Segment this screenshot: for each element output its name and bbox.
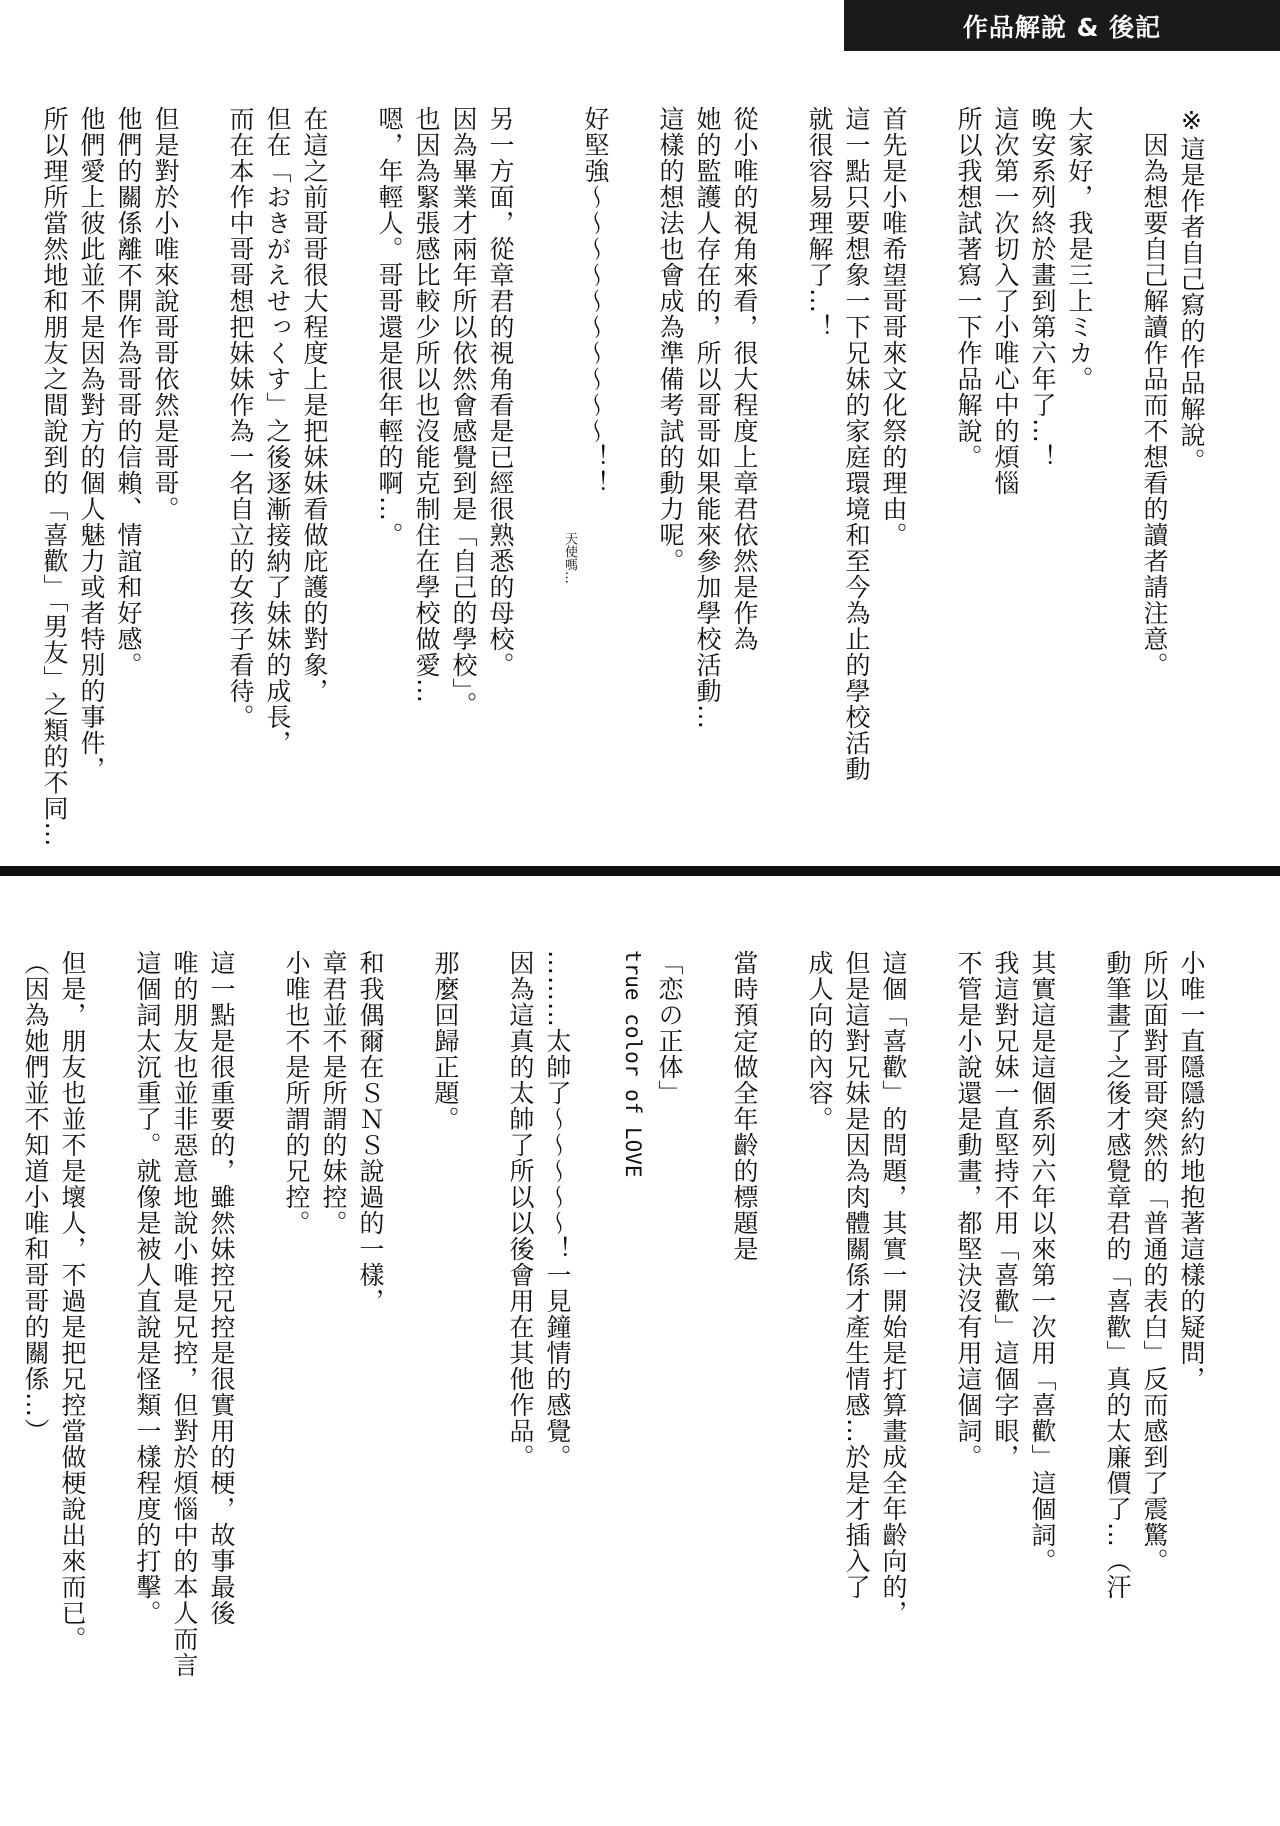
text-line: 動筆畫了之後才感覺章君的「喜歡」真的太廉價了…（汗: [1103, 950, 1132, 1600]
text-line: 所以我想試著寫一下作品解說。: [954, 106, 983, 470]
text-line: 首先是小唯希望哥哥來文化祭的理由。: [879, 106, 908, 548]
text-line: 這個詞太沉重了。就像是被人直說是怪類一樣程度的打擊。: [133, 950, 162, 1626]
text-line: 章君並不是所謂的妹控。: [319, 950, 348, 1236]
text-line: 但在「おきがえせっくす」之後逐漸接納了妹妹的成長，: [263, 106, 292, 756]
text-line: （因為她們並不知道小唯和哥哥的關係…）: [21, 950, 50, 1444]
page-divider: [0, 866, 1280, 876]
text-line: 和我偶爾在ＳＮＳ說過的一樣，: [356, 950, 385, 1314]
section-title-bar: [844, 0, 1280, 51]
text-line: 但是，朋友也並不是壞人，不過是把兄控當做梗說出來而已。: [58, 950, 87, 1652]
text-line: 因為想要自己解讀作品而不想看的讀者請注意。: [1140, 106, 1169, 678]
side-note: 天使嗎…: [562, 532, 577, 584]
text-line: 因為畢業才兩年所以依然會感覺到是「自己的學校」。: [449, 106, 478, 718]
paragraph-relationship: [36, 106, 184, 846]
paragraph-back-to-topic: [427, 950, 464, 1780]
text-line: ※這是作者自己寫的作品解說。: [1177, 106, 1206, 474]
paragraph-doubt: [1099, 950, 1210, 1780]
text-line: 所以面對哥哥突然的「普通的表白」反而感到了震驚。: [1140, 950, 1169, 1574]
paragraph-title-name: [614, 950, 688, 1780]
text-line: 嗯，年輕人。哥哥還是很年輕的啊…。: [375, 106, 404, 548]
text-line: 但是對於小唯來說哥哥依然是哥哥。: [151, 106, 180, 522]
text-line: 因為這真的太帥了所以以後會用在其他作品。: [506, 950, 535, 1470]
text-line: 小唯也不是所謂的兄控。: [282, 950, 311, 1236]
paragraph-all-ages: [801, 950, 912, 1780]
text-line: 也因為緊張感比較少所以也沒能克制住在學校做愛…: [412, 106, 441, 704]
text-line: 好堅強〜〜〜〜〜〜〜〜〜〜！！: [581, 106, 610, 496]
paragraph-important: [129, 950, 240, 1780]
paragraph-exclaim: [557, 106, 614, 846]
text-line: 晚安系列終於畫到第六年了…！: [1028, 106, 1057, 470]
text-line: 其實這是這個系列六年以來第一次用「喜歡」這個詞。: [1028, 950, 1057, 1574]
paragraph-not-complex: [278, 950, 389, 1780]
text-line: 成人向的內容。: [805, 950, 834, 1132]
paragraph-friends: [17, 950, 91, 1780]
text-line: 就很容易理解了…！: [805, 106, 834, 340]
text-line: 他們的關係離不開作為哥哥的信賴、情誼和好感。: [114, 106, 143, 678]
text-line: 另一方面，從章君的視角看是已經很熟悉的母校。: [486, 106, 515, 678]
text-line: 在這之前哥哥很大程度上是把妹妹看做庇護的對象，: [300, 106, 329, 704]
text-line: 小唯一直隱隱約約地抱著這樣的疑問，: [1177, 950, 1206, 1392]
text-line: 所以理所當然地和朋友之間說到的「喜歡」「男友」之類的不同…: [40, 106, 69, 848]
paragraph-cool: [502, 950, 576, 1780]
paragraph-notice: [1136, 106, 1210, 846]
planned-title-english: true color of LOVE: [621, 950, 645, 1178]
text-line: 他們愛上彼此並不是因為對方的個人魅力或者特別的事件，: [77, 106, 106, 782]
bottom-text-block: [21, 950, 1210, 1780]
section-title: 作品解說 & 後記: [962, 12, 1162, 42]
text-line: 這樣的想法也會成為準備考試的動力呢。: [656, 106, 685, 574]
text-line: ………太帥了〜〜〜〜〜！一見鐘情的感覺。: [543, 950, 572, 1470]
text-line: 她的監護人存在的，所以哥哥如果能來參加學校活動…: [693, 106, 722, 730]
paragraph-yui-view: [652, 106, 763, 846]
text-line: 這一點只要想象一下兄妹的家庭環境和至今為止的學校活動: [842, 106, 871, 782]
text-line: 而在本作中哥哥想把妹妹作為一名自立的女孩子看待。: [226, 106, 255, 730]
paragraph-reason: [801, 106, 912, 846]
text-line: 這次第一次切入了小唯心中的煩惱: [991, 106, 1020, 496]
text-line: 這個「喜歡」的問題，其實一開始是打算畫成全年齡向的，: [879, 950, 908, 1626]
text-line: 大家好，我是三上ミカ。: [1065, 106, 1094, 392]
text-line: 從小唯的視角來看，很大程度上章君依然是作為: [730, 106, 759, 652]
paragraph-growth: [222, 106, 333, 846]
paragraph-greeting: [950, 106, 1098, 846]
paragraph-planned-title: [726, 950, 763, 1780]
text-line: 唯的朋友也並非惡意地說小唯是兄控，但對於煩惱中的本人而言: [170, 950, 199, 1678]
text-line: 這一點是很重要的，雖然妹控兄控是很實用的梗，故事最後: [207, 950, 236, 1626]
top-text-block: [40, 106, 1210, 848]
text-line: 我這對兄妹一直堅持不用「喜歡」這個字眼，: [991, 950, 1020, 1470]
text-line: 當時預定做全年齡的標題是: [730, 950, 759, 1262]
paragraph-first-like: [950, 950, 1061, 1780]
text-line: 不管是小說還是動畫，都堅決沒有用這個詞。: [954, 950, 983, 1470]
text-line: 但是這對兄妹是因為肉體關係才產生情感…於是才插入了: [842, 950, 871, 1600]
planned-title: 「恋の正体」: [655, 950, 684, 1106]
text-line: 那麼回歸正題。: [431, 950, 460, 1132]
paragraph-akira-view: [371, 106, 519, 846]
